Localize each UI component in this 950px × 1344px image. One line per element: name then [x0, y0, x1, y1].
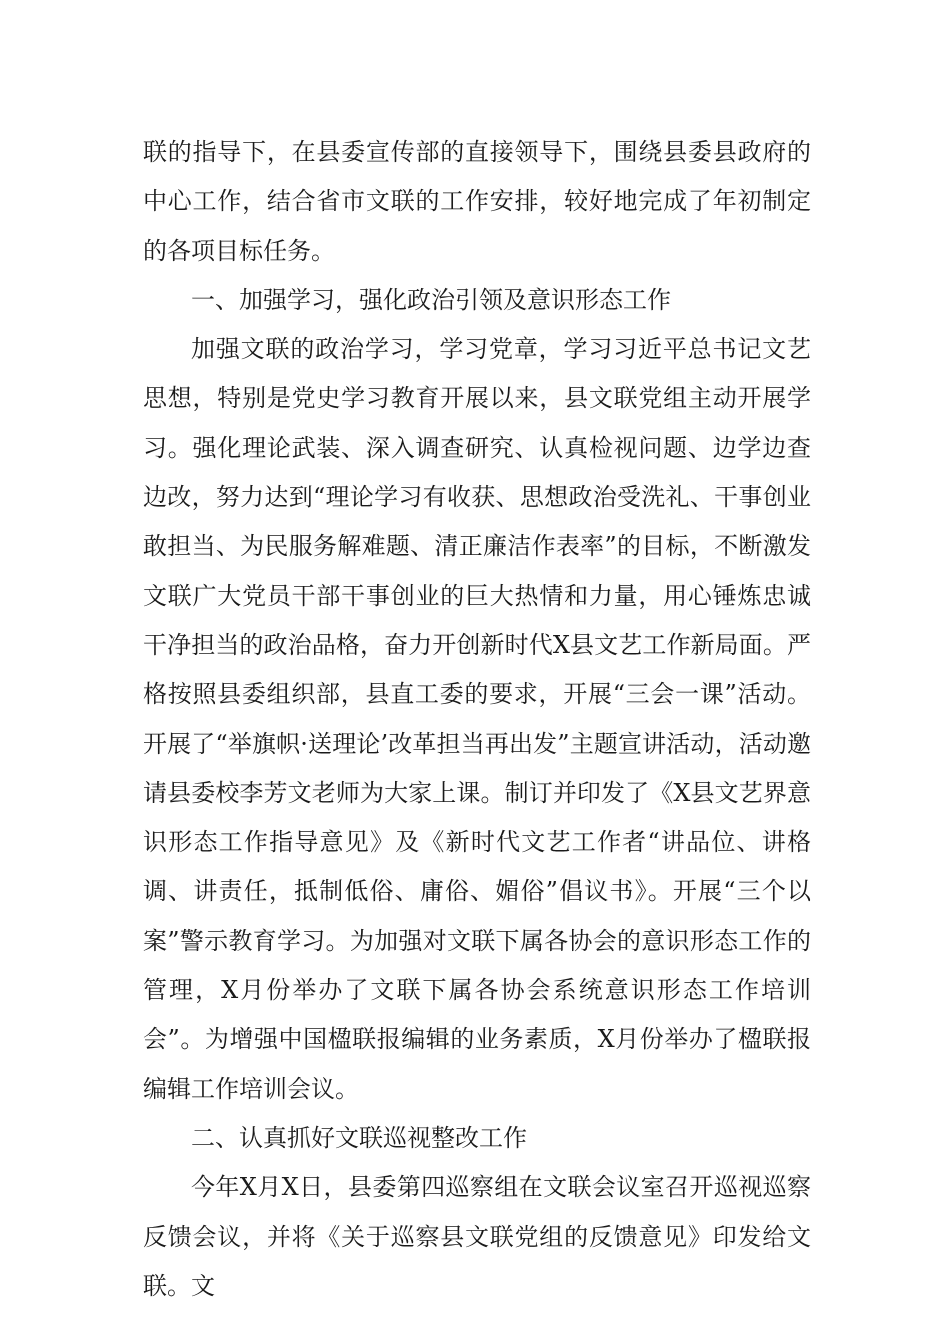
- paragraph-continuation: 联的指导下，在县委宣传部的直接领导下，围绕县委县政府的中心工作，结合省市文联的工作安排，较好地完成了年初制定的各项目标任务。: [143, 138, 811, 265]
- paragraph-inspection: 今年X月X日，县委第四巡察组在文联会议室召开巡视巡察反馈会议，并将《关于巡察县文联党组的反馈意见》印发给文联。文: [143, 1173, 811, 1300]
- document-body: [143, 128, 811, 1311]
- section-heading-2: 二、认真抓好文联巡视整改工作: [191, 1123, 527, 1152]
- paragraph-study: 加强文联的政治学习，学习党章，学习习近平总书记文艺思想，特别是党史学习教育开展以来，县文联党组主动开展学习。强化理论武装、深入调查研究、认真检视问题、边学边查边改，努力达到“理论学习有收获、思想政治受洗礼、干事创业敢担当、为民服务解难题、清正廉洁作表率”的目标，不断激发文联广大党员干部干事创业的巨大热情和力量，用心锤炼忠诚干净担当的政治品格，奋力开创新时代X县文艺工作新局面。严格按照县委组织部，县直工委的要求，开展“三会一课”活动。开展了“举旗帜·送理论’改革担当再出发”主题宣讲活动，活动邀请县委校李芳文老师为大家上课。制订并印发了《X县文艺界意识形态工作指导意见》及《新时代文艺工作者“讲品位、讲格调、讲责任，抵制低俗、庸俗、媚俗”倡议书》。开展“三个以案”警示教育学习。为加强对文联下属各协会的意识形态工作的管理，X月份举办了文联下属各协会系统意识形态工作培训会”。为增强中国楹联报编辑的业务素质，X月份举办了楹联报编辑工作培训会议。: [143, 335, 811, 1103]
- section-heading-1: 一、加强学习，强化政治引领及意识形态工作: [191, 285, 671, 314]
